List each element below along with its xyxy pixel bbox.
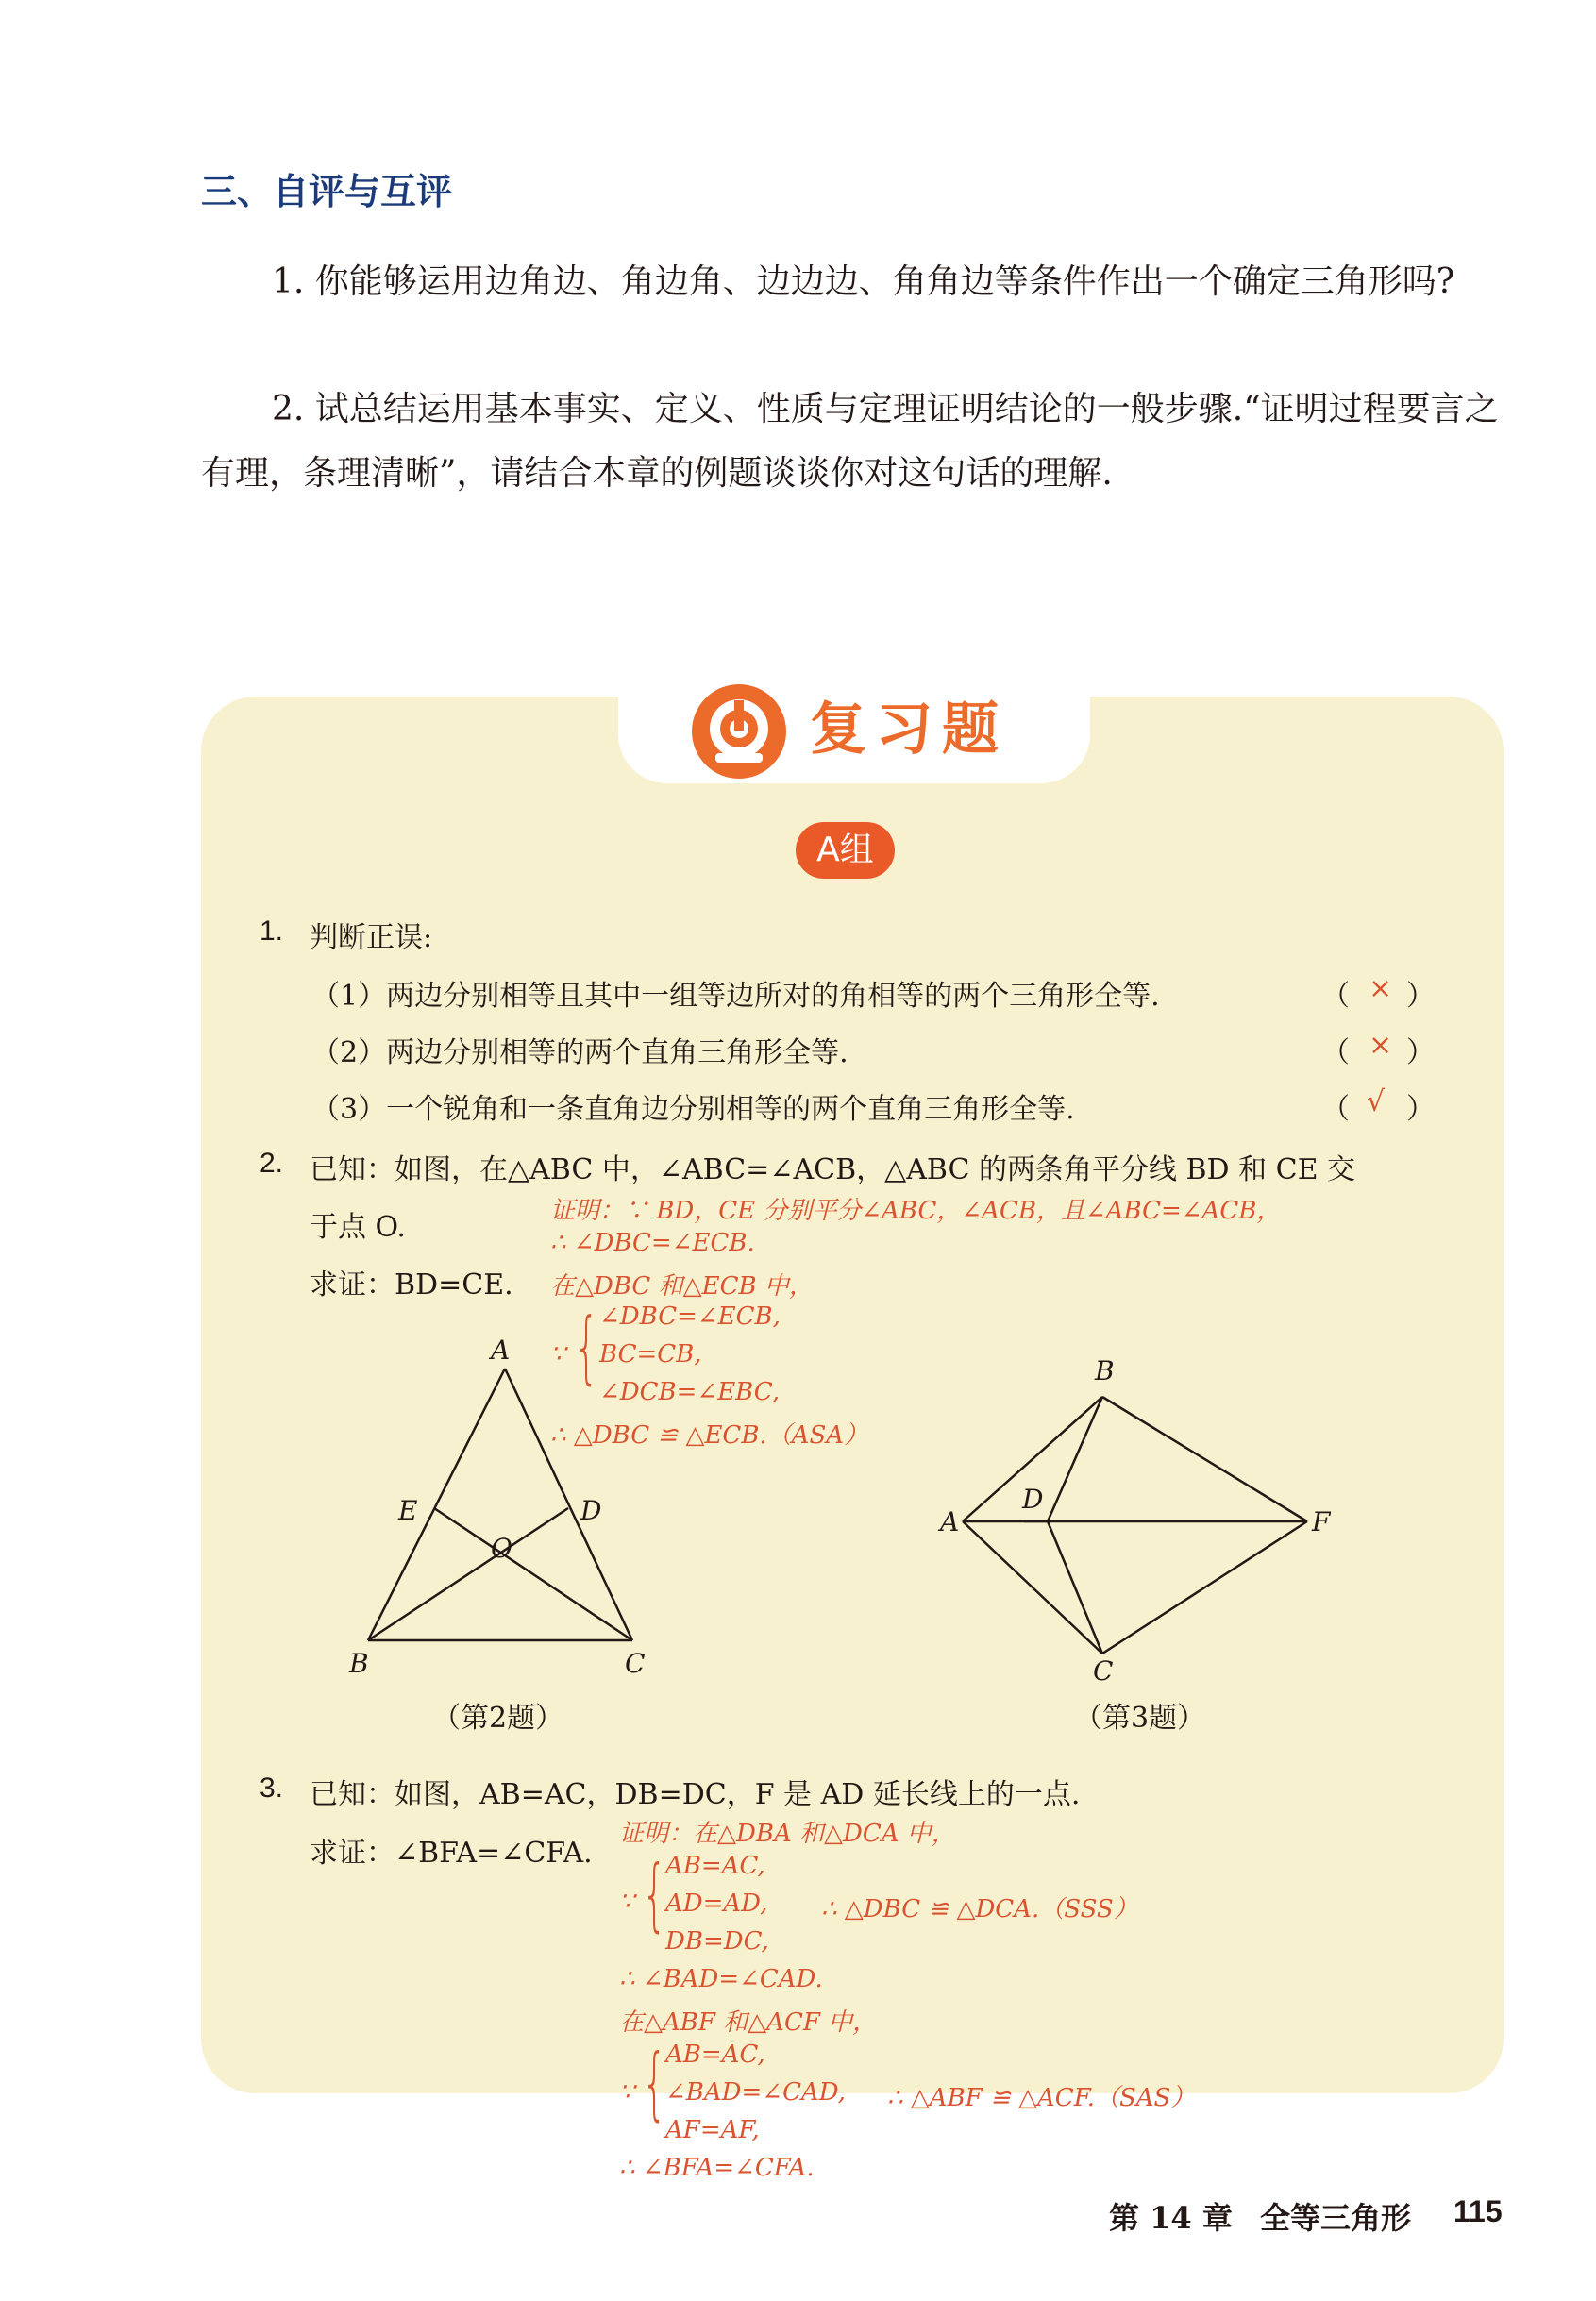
q2-answer-line3: 在△DBC 和△ECB 中， [550, 1272, 814, 1301]
q3-given: 已知：如图，AB=AC，DB=DC，F 是 AD 延长线上的一点. [310, 1778, 1081, 1811]
footer-page-number: 115 [1453, 2194, 1503, 2228]
q2-brace: { [574, 1301, 599, 1393]
q3-because-2: ∵ [619, 2078, 635, 2107]
fig2-label-e: E [398, 1495, 418, 1526]
fig3-label-c: C [1093, 1655, 1114, 1687]
q3-conclusion-1: ∴ △DBC ≌ △DCA.（SSS） [821, 1895, 1138, 1923]
q3-prove: 求证：∠BFA=∠CFA. [310, 1837, 593, 1870]
q1-item-2-mark: × [1369, 1029, 1393, 1062]
fig2-label-a: A [491, 1335, 511, 1366]
q2-given-line2: 于点 O. [310, 1211, 406, 1244]
q3-brace-1: { [642, 1848, 667, 1940]
review-title: 复习题 [810, 697, 1008, 763]
fig2-label-c: C [625, 1648, 646, 1679]
footer-title: 全等三角形 [1260, 2200, 1412, 2236]
fig3-label-f: F [1312, 1506, 1331, 1537]
q3-caption: （第3题） [1074, 1702, 1206, 1735]
q3-answer-line1: 证明：在△DBA 和△DCA 中， [619, 1820, 956, 1848]
q3-answer-line4: ∴ ∠BFA=∠CFA. [619, 2154, 815, 2182]
q1-item-1-mark: × [1369, 972, 1393, 1005]
section-title: 三、自评与互评 [201, 171, 453, 212]
q2-answer-line2: ∴ ∠DBC=∠ECB. [550, 1229, 755, 1257]
q2-brace-line1: ∠DBC=∠ECB, [599, 1302, 781, 1331]
q1-item-2-rparen: ） [1406, 1036, 1435, 1069]
q1-stem: 判断正误: [310, 921, 433, 954]
fig3-label-b: B [1095, 1355, 1115, 1386]
q1-item-1: （1）两边分别相等且其中一组等边所对的角相等的两个三角形全等. [311, 980, 1160, 1013]
fig2-label-b: B [349, 1648, 369, 1679]
q2-brace-line2: BC=CB, [599, 1340, 702, 1369]
q3-brace1-line2: AD=AD, [665, 1890, 768, 1918]
q3-brace1-line3: DB=DC, [665, 1927, 769, 1956]
q3-figure [934, 1350, 1350, 1689]
q2-answer-line1: 证明：∵ BD，CE 分别平分∠ABC，∠ACB，且∠ABC=∠ACB， [550, 1197, 1282, 1225]
q1-item-2: （2）两边分别相等的两个直角三角形全等. [311, 1036, 848, 1069]
q3-conclusion-2: ∴ △ABF ≌ △ACF.（SAS） [887, 2084, 1196, 2112]
q1-item-3: （3）一个锐角和一条直角边分别相等的两个直角三角形全等. [311, 1093, 1075, 1126]
q3-answer-line2: ∴ ∠BAD=∠CAD. [619, 1965, 823, 1993]
q1-item-3-lparen: （ [1321, 1093, 1350, 1126]
q1-number: 1. [260, 915, 284, 947]
review-logo-icon [687, 680, 791, 783]
q3-brace2-line1: AB=AC, [665, 2041, 765, 2069]
fig3-label-a: A [940, 1506, 960, 1537]
q2-answer-line4: ∴ △DBC ≌ △ECB.（ASA） [550, 1421, 869, 1450]
fig3-label-d: D [1022, 1484, 1044, 1515]
fig2-label-o: O [491, 1533, 512, 1564]
footer-chapter: 第 14 章 [1109, 2200, 1233, 2236]
q2-caption: （第2题） [432, 1702, 564, 1735]
q3-brace2-line3: AF=AF, [665, 2116, 760, 2144]
q2-number: 2. [260, 1148, 284, 1179]
q3-answer-line3: 在△ABF 和△ACF 中， [619, 2008, 878, 2037]
paragraph-2: 2. 试总结运用基本事实、定义、性质与定理证明结论的一般步骤.“证明过程要言之有理，条理清晰”，请结合本章的例题谈谈你对这句话的理解. [201, 390, 1499, 493]
q3-number: 3. [260, 1772, 284, 1804]
q3-brace2-line2: ∠BAD=∠CAD, [665, 2078, 846, 2107]
q2-prove: 求证：BD=CE. [310, 1268, 513, 1302]
q2-given-line1: 已知：如图，在△ABC 中，∠ABC=∠ACB，△ABC 的两条角平分线 BD 和 CE 交 [310, 1153, 1356, 1186]
paragraph-1: 1. 你能够运用边角边、角边角、边边边、角角边等条件作出一个确定三角形吗? [272, 262, 1455, 301]
q2-figure [340, 1331, 680, 1689]
q1-item-1-rparen: ） [1406, 980, 1435, 1013]
q2-because: ∵ [550, 1340, 566, 1369]
q1-item-2-lparen: （ [1321, 1036, 1350, 1069]
group-a-badge: A组 [796, 822, 895, 879]
q1-item-1-lparen: （ [1321, 980, 1350, 1013]
q3-brace-2: { [642, 2037, 667, 2129]
fig2-label-d: D [580, 1495, 602, 1526]
q3-because-1: ∵ [619, 1888, 635, 1916]
q3-brace1-line1: AB=AC, [665, 1852, 765, 1880]
q2-brace-line3: ∠DCB=∠EBC, [599, 1378, 781, 1406]
q1-item-3-rparen: ） [1406, 1093, 1435, 1126]
q1-item-3-mark: √ [1367, 1085, 1386, 1118]
